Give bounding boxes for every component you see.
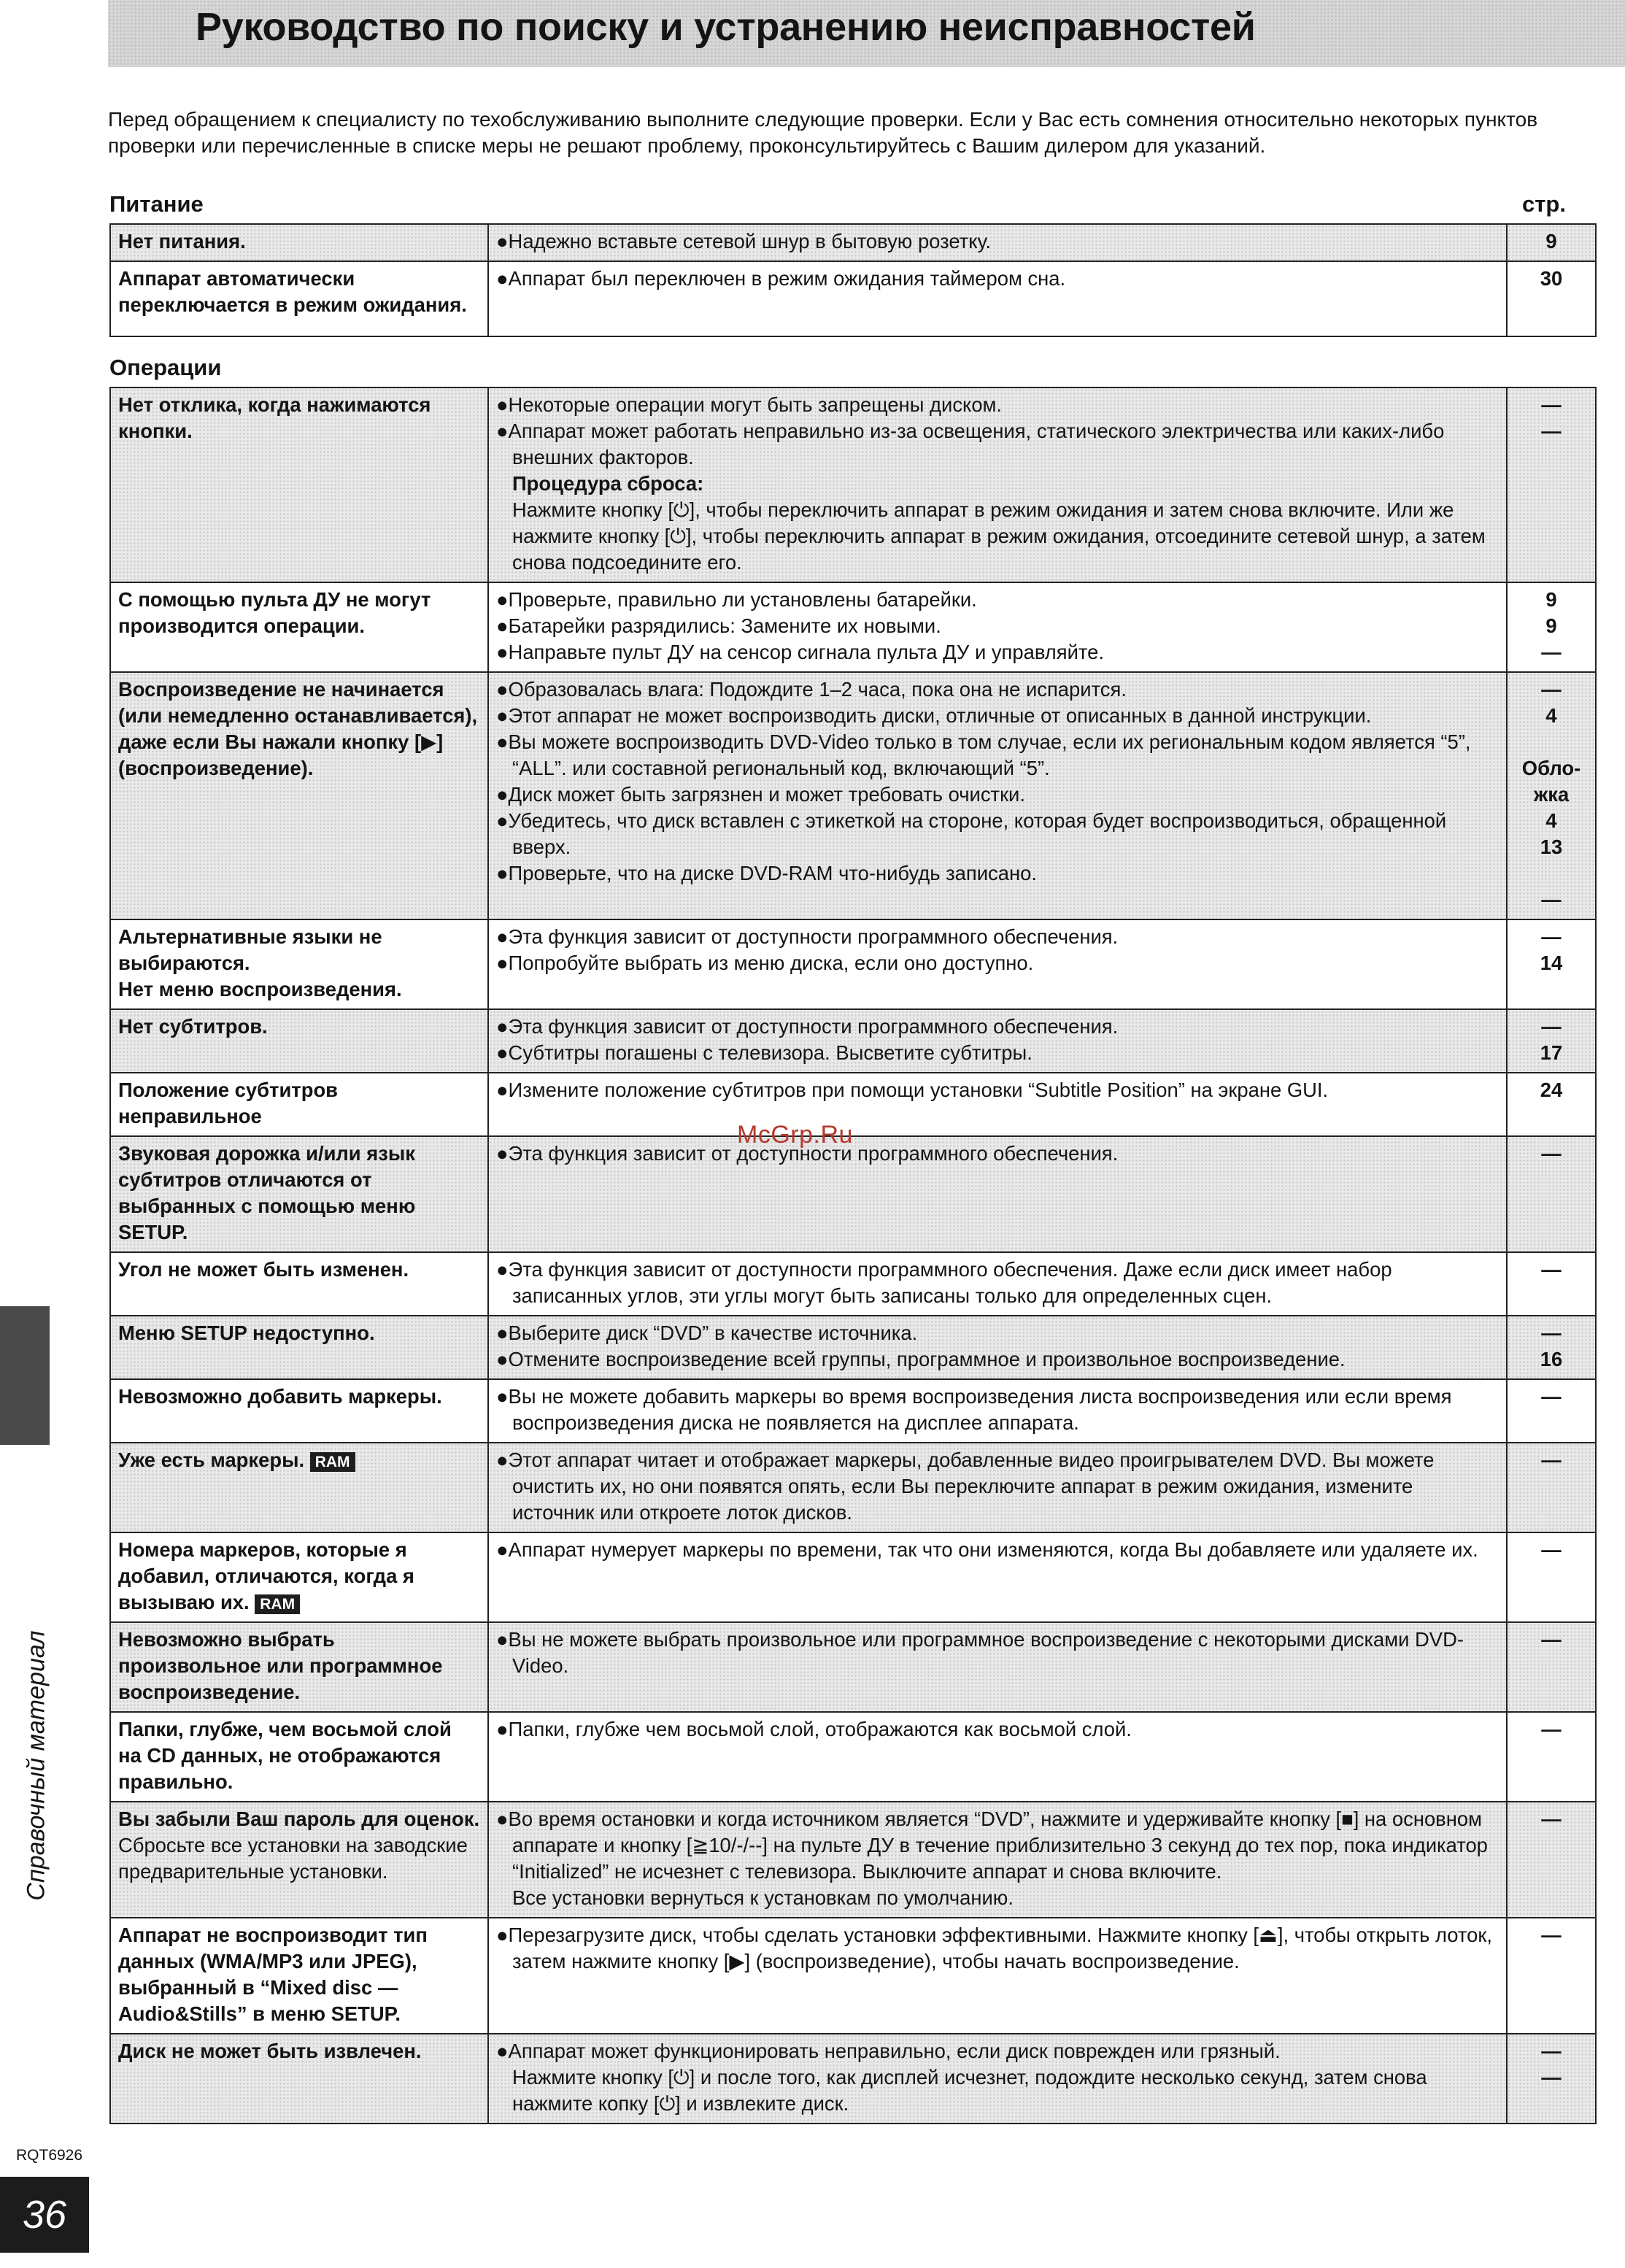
problem-cell: Воспроизведение не начинается (или немедленно останавливается), даже если Вы нажали кнопку [▶] (воспроизведение). xyxy=(110,672,488,919)
page-ref: — xyxy=(1507,1532,1596,1622)
solution-line: ●Диск может быть загрязнен и может требовать очистки. xyxy=(496,783,1025,806)
page-ref: — xyxy=(1507,1136,1596,1252)
page-ref: 17 xyxy=(1540,1041,1563,1064)
solution-line: ●Убедитесь, что диск вставлен с этикеткой на стороне, которая будет воспроизводиться, обращенной вверх. xyxy=(496,809,1447,858)
problem-cell: Положение субтитров неправильное xyxy=(110,1073,488,1136)
problem-text: Уже есть маркеры. xyxy=(118,1449,305,1471)
page-ref: 9 xyxy=(1545,614,1557,637)
solution-line: ●Этот аппарат читает и отображает маркеры, добавленные видео проигрывателем DVD. Вы можете очистить их, но они появятся опять, если Вы переключите аппарат в режим ожидания, измените источник или откроете лоток дисков. xyxy=(496,1449,1435,1524)
problem-cell xyxy=(110,1532,488,1622)
page-ref: 30 xyxy=(1507,261,1596,336)
page-ref: — xyxy=(1507,1252,1596,1316)
problem-cell: Аппарат не воспроизводит тип данных (WMA/MP3 или JPEG), выбранный в “Mixed disc — Audio&Stills” в меню SETUP. xyxy=(110,1918,488,2034)
page-ref: 4 xyxy=(1545,704,1557,727)
side-label-text: Справочный материал xyxy=(22,1630,50,1901)
solution-cell xyxy=(488,1532,1507,1622)
problem-cell: С помощью пульта ДУ не могут производится операции. xyxy=(110,582,488,672)
page-ref: — xyxy=(1541,925,1562,948)
solution-line: ●Субтитры погашены с телевизора. Высветите субтитры. xyxy=(496,1041,1032,1064)
ram-badge: RAM xyxy=(310,1452,355,1472)
problem-cell: Нет отклика, когда нажимаются кнопки. xyxy=(110,387,488,582)
problem-cell: Диск не может быть извлечен. xyxy=(110,2034,488,2124)
page-title: Руководство по поиску и устранению неисправностей xyxy=(196,5,1256,49)
problem-cell: Угол не может быть изменен. xyxy=(110,1252,488,1316)
solution-cell xyxy=(488,1073,1507,1136)
page-ref: 16 xyxy=(1540,1348,1563,1370)
page-ref: — xyxy=(1507,1712,1596,1802)
problem-cell: Невозможно добавить маркеры. xyxy=(110,1379,488,1443)
page-ref xyxy=(1515,860,1588,887)
solution-line: ●Направьте пульт ДУ на сенсор сигнала пульта ДУ и управляйте. xyxy=(496,641,1104,663)
page-ref-cell xyxy=(1507,1316,1596,1379)
page-ref-cell xyxy=(1507,2034,1596,2124)
page-ref: 4 xyxy=(1545,809,1557,832)
solution-line: ●Вы не можете добавить маркеры во время воспроизведения листа воспроизведения или если время воспроизведения диска не появляется на дисплее аппарата. xyxy=(496,1385,1452,1434)
solution-line: ●Измените положение субтитров при помощи установки “Subtitle Position” на экране GUI. xyxy=(496,1079,1329,1101)
page-ref: — xyxy=(1541,888,1562,911)
solution-line: ●Вы можете воспроизводить DVD-Video только в том случае, если их региональным кодом является “5”, “ALL”. или составной региональный код, включающий “5”. xyxy=(496,730,1471,779)
solution-line: ●Аппарат может функционировать неправильно, если диск поврежден или грязный. xyxy=(496,2040,1281,2062)
problem-line: Вы забыли Ваш пароль для оценок. xyxy=(118,1808,480,1830)
page-ref: — xyxy=(1507,1918,1596,2034)
table-row xyxy=(110,1443,1596,1532)
solution-line: ●Эта функция зависит от доступности программного обеспечения. xyxy=(496,1142,1119,1165)
table-row xyxy=(110,1379,1596,1443)
section-title-power: Питание xyxy=(109,191,204,217)
solution-line: ●Этот аппарат не может воспроизводить диски, отличные от описанных в данной инструкции. xyxy=(496,704,1372,727)
page-number: 36 xyxy=(0,2177,89,2253)
page-ref-cell xyxy=(1507,919,1596,1009)
page-ref: — xyxy=(1507,1622,1596,1712)
solution-line: Нажмите кнопку [⏻] и после того, как дисплей исчезнет, подождите несколько секунд, затем снова нажмите копку [⏻] и извлеките диск. xyxy=(512,2066,1427,2115)
intro-paragraph: Перед обращением к специалисту по техобслуживанию выполните следующие проверки. Если у Вас есть сомнения относительно некоторых пунктов проверки или перечисленные в списке меры не решают проблему, проконсультируйтесь с Вашим дилером для указаний. xyxy=(108,108,1538,157)
table-row xyxy=(110,387,1596,582)
solution-line: ●Эта функция зависит от доступности программного обеспечения. xyxy=(496,1015,1119,1038)
table-row xyxy=(110,1136,1596,1252)
reset-procedure-text: Нажмите кнопку [⏻], чтобы переключить аппарат в режим ожидания и затем снова включите. Или же нажмите кнопку [⏻], чтобы переключить аппарат в режим ожидания, отсоедините сетевой шнур, а затем снова подсоедините его. xyxy=(512,498,1486,574)
table-row xyxy=(110,1802,1596,1918)
problem-cell: Меню SETUP недоступно. xyxy=(110,1316,488,1379)
table-row xyxy=(110,1316,1596,1379)
solution-cell xyxy=(488,1252,1507,1316)
document-code: RQT6926 xyxy=(16,2147,83,2164)
solution-line: ●Проверьте, что на диске DVD-RAM что-нибудь записано. xyxy=(496,862,1037,884)
page-ref-cell xyxy=(1507,1009,1596,1073)
solution-line: ●Выберите диск “DVD” в качестве источника. xyxy=(496,1322,918,1344)
solution-line: ●Отмените воспроизведение всей группы, программное и произвольное воспроизведение. xyxy=(496,1348,1346,1370)
solution-line: ●Попробуйте выбрать из меню диска, если оно доступно. xyxy=(496,952,1034,974)
solution-cell xyxy=(488,1802,1507,1918)
problem-cell xyxy=(110,1443,488,1532)
solution-line: ●Аппарат нумерует маркеры по времени, так что они изменяются, когда Вы добавляете или удаляете их. xyxy=(496,1538,1478,1561)
page-ref: 13 xyxy=(1540,836,1563,858)
solution-cell xyxy=(488,1009,1507,1073)
solution-cell xyxy=(488,1712,1507,1802)
problem-cell: Звуковая дорожка и/или язык субтитров отличаются от выбранных с помощью меню SETUP. xyxy=(110,1136,488,1252)
table-row xyxy=(110,919,1596,1009)
page-ref: — xyxy=(1541,420,1562,442)
solution-cell xyxy=(488,672,1507,919)
side-tab-marker xyxy=(0,1306,50,1445)
page-ref: — xyxy=(1541,678,1562,701)
solution-cell xyxy=(488,1316,1507,1379)
page-ref: — xyxy=(1541,1322,1562,1344)
table-row xyxy=(110,1009,1596,1073)
table-row xyxy=(110,2034,1596,2124)
page-ref: — xyxy=(1507,1379,1596,1443)
page-ref: — xyxy=(1507,1443,1596,1532)
table-row xyxy=(110,1252,1596,1316)
page-column-label: стр. xyxy=(1522,191,1566,217)
problem-cell: Нет субтитров. xyxy=(110,1009,488,1073)
solution-line: ●Папки, глубже чем восьмой слой, отображаются как восьмой слой. xyxy=(496,1718,1132,1740)
solution-line: ●Некоторые операции могут быть запрещены диском. xyxy=(496,393,1003,416)
problem-cell xyxy=(110,919,488,1009)
operations-table xyxy=(109,387,1597,2124)
solution-cell xyxy=(488,1379,1507,1443)
solution-cell xyxy=(488,919,1507,1009)
solution-cell: ●Надежно вставьте сетевой шнур в бытовую розетку. xyxy=(488,224,1507,261)
page-ref: 9 xyxy=(1545,588,1557,611)
solution-line: ●Образовалась влага: Подождите 1–2 часа, пока она не испарится. xyxy=(496,678,1127,701)
solution-cell xyxy=(488,1622,1507,1712)
page-ref: 9 xyxy=(1507,224,1596,261)
solution-line: ●Вы не можете выбрать произвольное или программное воспроизведение с некоторыми дисками DVD-Video. xyxy=(496,1628,1464,1677)
solution-line: ●Проверьте, правильно ли установлены батарейки. xyxy=(496,588,977,611)
problem-cell: Невозможно выбрать произвольное или программное воспроизведение. xyxy=(110,1622,488,1712)
table-row xyxy=(110,1918,1596,2034)
table-row xyxy=(110,1532,1596,1622)
solution-line: ●Перезагрузите диск, чтобы сделать установки эффективными. Нажмите кнопку [⏏], чтобы открыть лоток, затем нажмите кнопку [▶] (воспроизведение), чтобы начать воспроизведение. xyxy=(496,1924,1492,1972)
solution-line: ●Эта функция зависит от доступности программного обеспечения. xyxy=(496,925,1119,948)
page-ref: — xyxy=(1541,1015,1562,1038)
solution-cell xyxy=(488,387,1507,582)
page-ref-cell xyxy=(1507,387,1596,582)
solution-cell xyxy=(488,582,1507,672)
ram-badge: RAM xyxy=(255,1594,300,1614)
solution-cell xyxy=(488,1136,1507,1252)
problem-line: Альтернативные языки не выбираются. xyxy=(118,925,382,974)
page-ref: 14 xyxy=(1540,952,1563,974)
page-ref: 24 xyxy=(1507,1073,1596,1136)
page-ref: — xyxy=(1541,393,1562,416)
table-row xyxy=(110,261,1596,336)
reset-procedure-title: Процедура сброса: xyxy=(512,472,704,495)
problem-cell: Аппарат автоматически переключается в режим ожидания. xyxy=(110,261,488,336)
problem-cell xyxy=(110,1802,488,1918)
page-ref: — xyxy=(1541,2066,1562,2088)
problem-cell: Папки, глубже, чем восьмой слой на CD данных, не отображаются правильно. xyxy=(110,1712,488,1802)
problem-cell: Нет питания. xyxy=(110,224,488,261)
solution-cell xyxy=(488,2034,1507,2124)
table-row xyxy=(110,224,1596,261)
page-ref: Обло- xyxy=(1521,757,1581,779)
page-ref: — xyxy=(1541,641,1562,663)
table-row xyxy=(110,1073,1596,1136)
power-table xyxy=(109,223,1597,337)
solution-line: ●Батарейки разрядились: Замените их новыми. xyxy=(496,614,941,637)
solution-line: ●Эта функция зависит от доступности программного обеспечения. Даже если диск имеет набор записанных углов, эти углы могут быть записаны только для определенных сцен. xyxy=(496,1258,1392,1307)
table-row xyxy=(110,582,1596,672)
table-row xyxy=(110,1712,1596,1802)
solution-line: ●Аппарат может работать неправильно из-за освещения, статического электричества или каких-либо внешних факторов. xyxy=(496,420,1445,468)
problem-text: Номера маркеров, которые я добавил, отличаются, когда я вызываю их. xyxy=(118,1538,414,1613)
solution-line: Все установки вернуться к установкам по умолчанию. xyxy=(512,1886,1014,1909)
page-ref-cell xyxy=(1507,582,1596,672)
table-row xyxy=(110,1622,1596,1712)
solution-cell xyxy=(488,1918,1507,2034)
solution-cell xyxy=(488,1443,1507,1532)
page-ref-cell xyxy=(1507,672,1596,919)
page-ref xyxy=(1515,729,1588,755)
page-ref: жка xyxy=(1533,783,1570,806)
section-title-operations: Операции xyxy=(109,355,222,380)
page-ref: — xyxy=(1541,2040,1562,2062)
watermark: McGrp.Ru xyxy=(737,1121,853,1149)
solution-line: ●Во время остановки и когда источником является “DVD”, нажмите и удерживайте кнопку [■] на основном аппарате и кнопку [≧10/-/--] на пульте ДУ в течение приблизительно 3 секунд до тех пор, пока индикатор “Initialized” не исчезнет с телевизора. Выключите аппарат и снова включите. xyxy=(496,1808,1488,1883)
problem-line: Сбросьте все установки на заводские предварительные установки. xyxy=(118,1834,468,1883)
table-row xyxy=(110,672,1596,919)
problem-line: Нет меню воспроизведения. xyxy=(118,978,402,1000)
page-ref: — xyxy=(1507,1802,1596,1918)
solution-cell: ●Аппарат был переключен в режим ожидания таймером сна. xyxy=(488,261,1507,336)
